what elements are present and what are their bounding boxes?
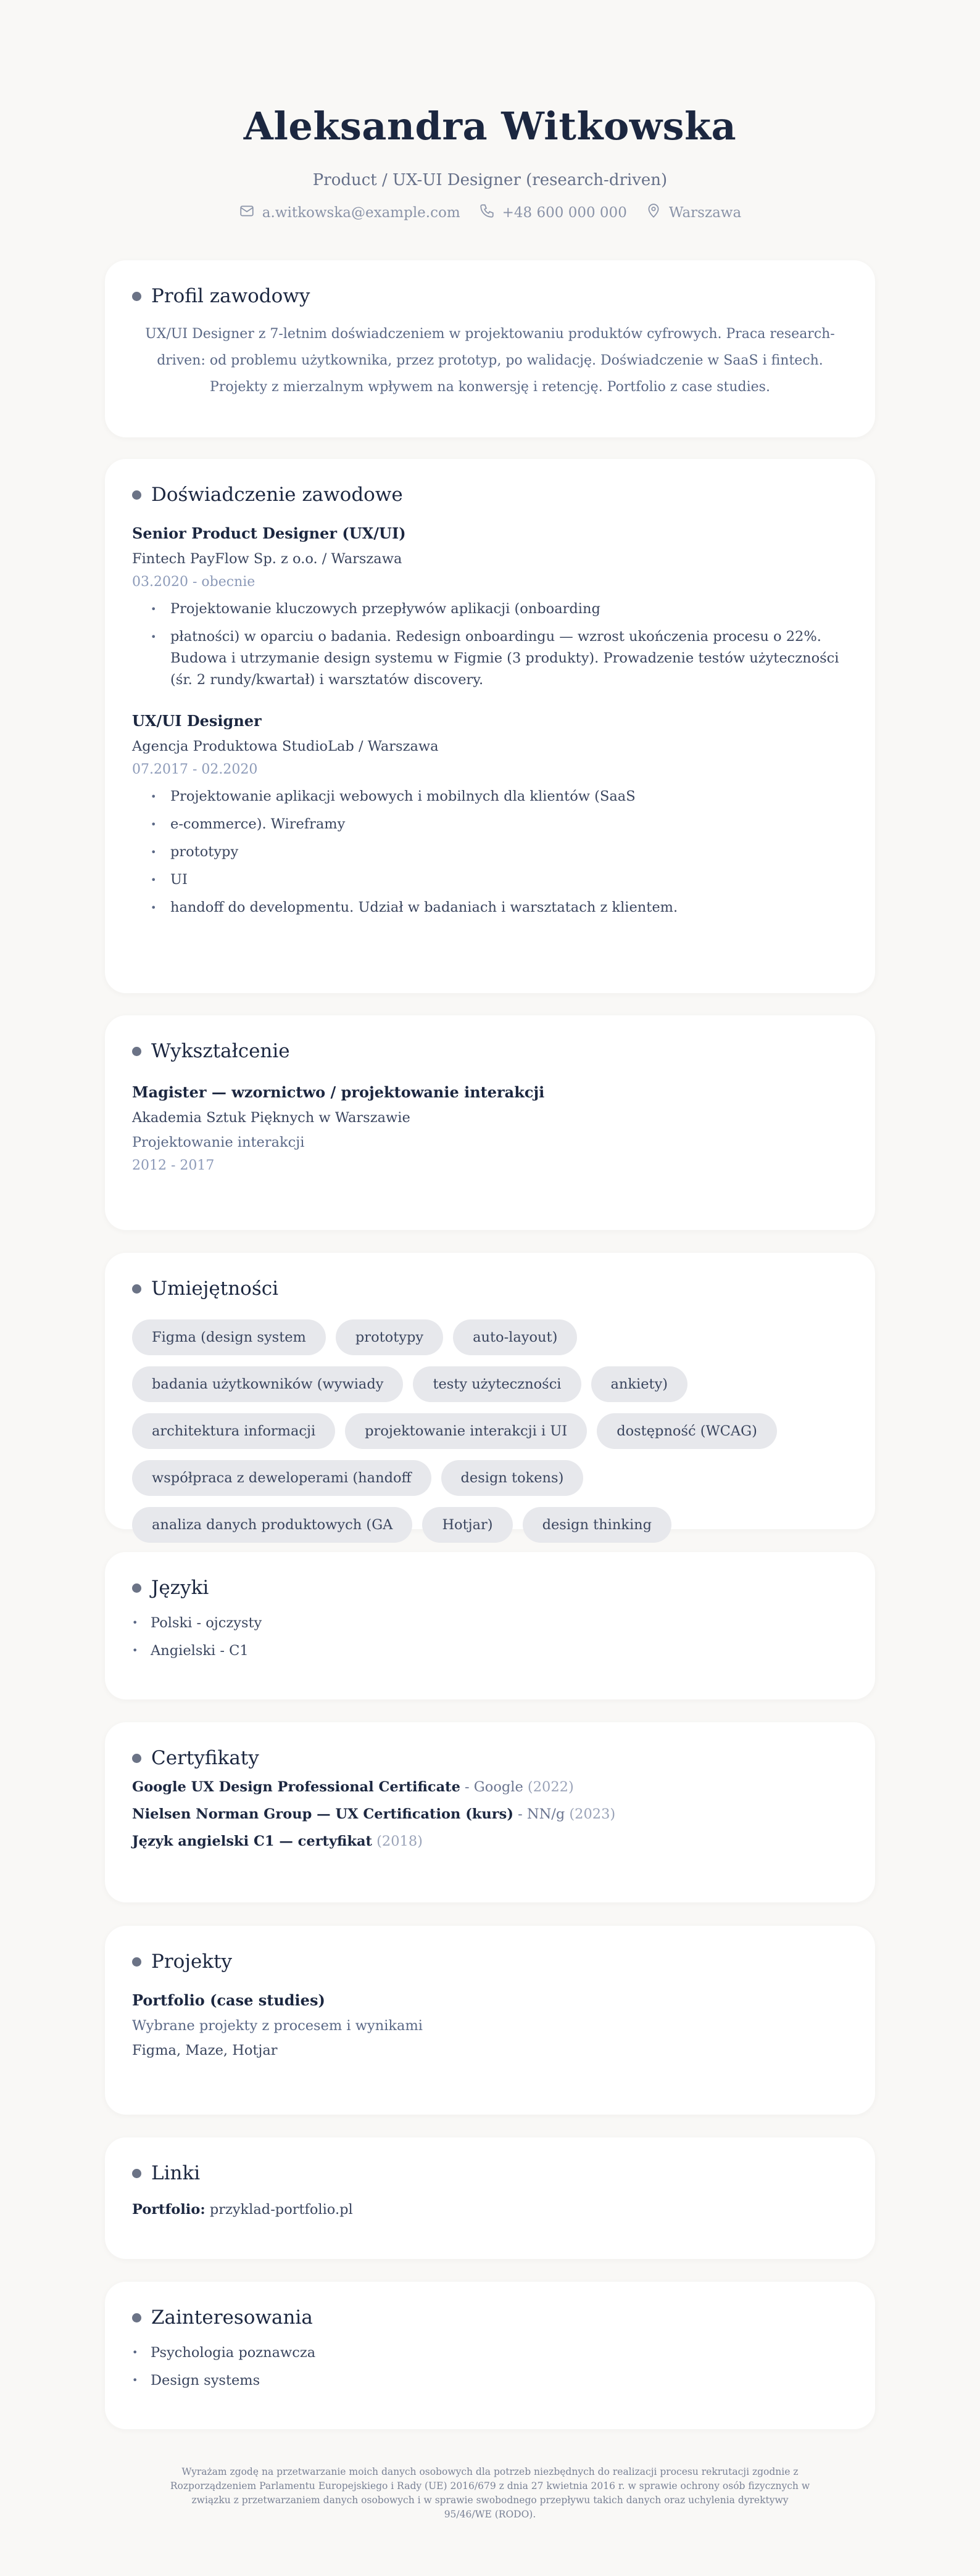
job-bullets xyxy=(132,598,848,691)
languages-section xyxy=(105,1552,875,1699)
location-text: Warszawa xyxy=(668,205,742,221)
project-name: Portfolio (case studies) xyxy=(132,1991,325,2009)
education-years: 2012 - 2017 xyxy=(132,1158,215,1173)
education-school: Akademia Sztuk Pięknych w Warszawie xyxy=(132,1110,410,1126)
list-item: • Angielski - C1 xyxy=(132,1641,848,1660)
bullet-dot-icon xyxy=(132,1957,141,1967)
section-heading-text: Doświadczenie zawodowe xyxy=(151,484,403,506)
job-role: UX/UI Designer xyxy=(132,712,262,730)
section-heading-text: Wykształcenie xyxy=(151,1040,290,1062)
skill-tag: design thinking xyxy=(523,1507,671,1543)
projects-section xyxy=(105,1926,875,2115)
contact-row xyxy=(0,203,980,223)
list-item: • e-commerce). Wireframy xyxy=(151,814,848,835)
phone-text: +48 600 000 000 xyxy=(502,205,627,221)
link-url[interactable]: przyklad-portfolio.pl xyxy=(205,2202,353,2218)
section-heading-text: Projekty xyxy=(151,1951,233,1973)
section-heading-text: Umiejętności xyxy=(151,1278,279,1300)
skill-tag: dostępność (WCAG) xyxy=(597,1413,777,1449)
skill-tag: ankiety) xyxy=(591,1366,688,1402)
education-degree: Magister — wzornictwo / projektowanie interakcji xyxy=(132,1083,545,1101)
portfolio-link[interactable] xyxy=(132,2202,848,2218)
section-heading xyxy=(132,1040,848,1062)
contact-email[interactable] xyxy=(239,203,460,223)
section-heading xyxy=(132,1577,848,1599)
bullet-dot-icon xyxy=(132,2313,141,2322)
certificate-item xyxy=(132,1832,848,1851)
section-heading-text: Certyfikaty xyxy=(151,1747,259,1769)
skill-tag: projektowanie interakcji i UI xyxy=(345,1413,587,1449)
map-pin-icon xyxy=(646,203,662,223)
section-heading xyxy=(132,285,848,307)
job-dates: 03.2020 - obecnie xyxy=(132,574,255,590)
education-field: Projektowanie interakcji xyxy=(132,1134,305,1150)
skill-tag: architektura informacji xyxy=(132,1413,335,1449)
section-heading xyxy=(132,1951,848,1973)
section-heading xyxy=(132,2306,848,2329)
candidate-name: Aleksandra Witkowska xyxy=(243,104,737,149)
skill-tag: testy użyteczności xyxy=(413,1366,581,1402)
skill-tag: design tokens) xyxy=(441,1460,584,1496)
certificates-section xyxy=(105,1722,875,1902)
interests-list xyxy=(132,2343,848,2390)
list-item: • Projektowanie aplikacji webowych i mobilnych dla klientów (SaaS xyxy=(151,786,848,807)
list-item: • Projektowanie kluczowych przepływów aplikacji (onboarding xyxy=(151,598,848,620)
section-heading xyxy=(132,2162,848,2184)
resume-header xyxy=(0,0,980,223)
section-heading xyxy=(132,1747,848,1769)
certificate-year: (2018) xyxy=(372,1833,423,1849)
skill-tag: Figma (design system xyxy=(132,1319,326,1355)
bullet-dot-icon xyxy=(132,1047,141,1056)
links-section xyxy=(105,2137,875,2259)
project-description: Wybrane projekty z procesem i wynikami xyxy=(132,2018,423,2034)
list-item: • Psychologia poznawcza xyxy=(132,2343,848,2362)
job-dates: 07.2017 - 02.2020 xyxy=(132,762,258,777)
certificate-name: Język angielski C1 — certyfikat xyxy=(132,1833,372,1849)
certificate-item xyxy=(132,1805,848,1823)
skill-tag: badania użytkowników (wywiady xyxy=(132,1366,403,1402)
contact-location xyxy=(646,203,741,223)
job-role: Senior Product Designer (UX/UI) xyxy=(132,524,406,542)
skill-tag: prototypy xyxy=(336,1319,443,1355)
section-heading-text: Profil zawodowy xyxy=(151,285,310,307)
email-text: a.witkowska@example.com xyxy=(262,205,460,221)
certificate-name: Nielsen Norman Group — UX Certification (kurs) xyxy=(132,1806,513,1822)
profile-section xyxy=(105,260,875,437)
list-item: • prototypy xyxy=(151,841,848,863)
experience-section xyxy=(105,459,875,993)
skill-tag: analiza danych produktowych (GA xyxy=(132,1507,412,1543)
interests-section xyxy=(105,2282,875,2429)
envelope-icon xyxy=(239,203,255,223)
skills-section xyxy=(105,1253,875,1533)
section-heading xyxy=(132,484,848,506)
bullet-dot-icon xyxy=(132,1754,141,1763)
certificate-year: (2023) xyxy=(565,1806,616,1822)
job-company: Fintech PayFlow Sp. z o.o. / Warszawa xyxy=(132,551,402,567)
skill-tag: Hotjar) xyxy=(422,1507,512,1543)
link-label: Portfolio: xyxy=(132,2202,206,2218)
section-heading-text: Linki xyxy=(151,2162,201,2184)
list-item: • Design systems xyxy=(132,2371,848,2390)
certificate-year: (2022) xyxy=(523,1779,574,1795)
bullet-dot-icon xyxy=(132,292,141,301)
contact-phone[interactable] xyxy=(479,203,627,223)
list-item: • UI xyxy=(151,869,848,891)
skill-tags xyxy=(132,1319,848,1543)
job-bullets xyxy=(132,786,848,919)
job-entry xyxy=(132,712,848,919)
candidate-title: Product / UX-UI Designer (research-driven) xyxy=(312,171,668,189)
job-company: Agencja Produktowa StudioLab / Warszawa xyxy=(132,738,439,754)
bullet-dot-icon xyxy=(132,490,141,500)
certificate-issuer: - NN/g xyxy=(513,1806,565,1822)
section-heading-text: Języki xyxy=(151,1577,209,1599)
list-item: • płatności) w oparciu o badania. Redesign onboardingu — wzrost ukończenia procesu o 22%. Budowa i utrzymanie design systemu w Figmie (3 produkty). Prowadzenie testów użyteczności (śr. 2 rundy/kwartał) i warsztatów discovery. xyxy=(151,626,848,691)
section-heading xyxy=(132,1278,848,1300)
skill-tag: współpraca z deweloperami (handoff xyxy=(132,1460,431,1496)
project-tools: Figma, Maze, Hotjar xyxy=(132,2042,278,2058)
profile-summary: UX/UI Designer z 7-letnim doświadczeniem w projektowaniu produktów cyfrowych. Praca research-driven: od problemu użytkownika, przez prototyp, po walidację. Doświadczenie w SaaS i fintech. Projekty z mierzalnym wpływem na konwersję i retencję. Portfolio z case studies. xyxy=(145,326,835,395)
education-section xyxy=(105,1015,875,1230)
job-entry xyxy=(132,524,848,691)
languages-list xyxy=(132,1614,848,1660)
gdpr-consent: Wyrażam zgodę na przetwarzanie moich danych osobowych dla potrzeb niezbędnych do realizacji procesu rekrutacji zgodnie z Rozporządzeniem Parlamentu Europejskiego i Rady (UE) 2016/679 z dnia 27 kwietnia 2016 r. w sprawie ochrony osób fizycznych w związku z przetwarzaniem danych osobowych i w sprawie swobodnego przepływu takich danych oraz uchylenia dyrektywy 95/46/WE (RODO). xyxy=(170,2466,810,2520)
certificate-item xyxy=(132,1778,848,1796)
bullet-dot-icon xyxy=(132,1583,141,1593)
certificate-name: Google UX Design Professional Certificate xyxy=(132,1779,460,1795)
bullet-dot-icon xyxy=(132,1284,141,1294)
certificate-issuer: - Google xyxy=(460,1779,523,1795)
phone-icon xyxy=(479,203,495,223)
bullet-dot-icon xyxy=(132,2169,141,2178)
skill-tag: auto-layout) xyxy=(453,1319,577,1355)
list-item: • Polski - ojczysty xyxy=(132,1614,848,1632)
section-heading-text: Zainteresowania xyxy=(151,2306,313,2329)
list-item: • handoff do developmentu. Udział w badaniach i warsztatach z klientem. xyxy=(151,897,848,919)
